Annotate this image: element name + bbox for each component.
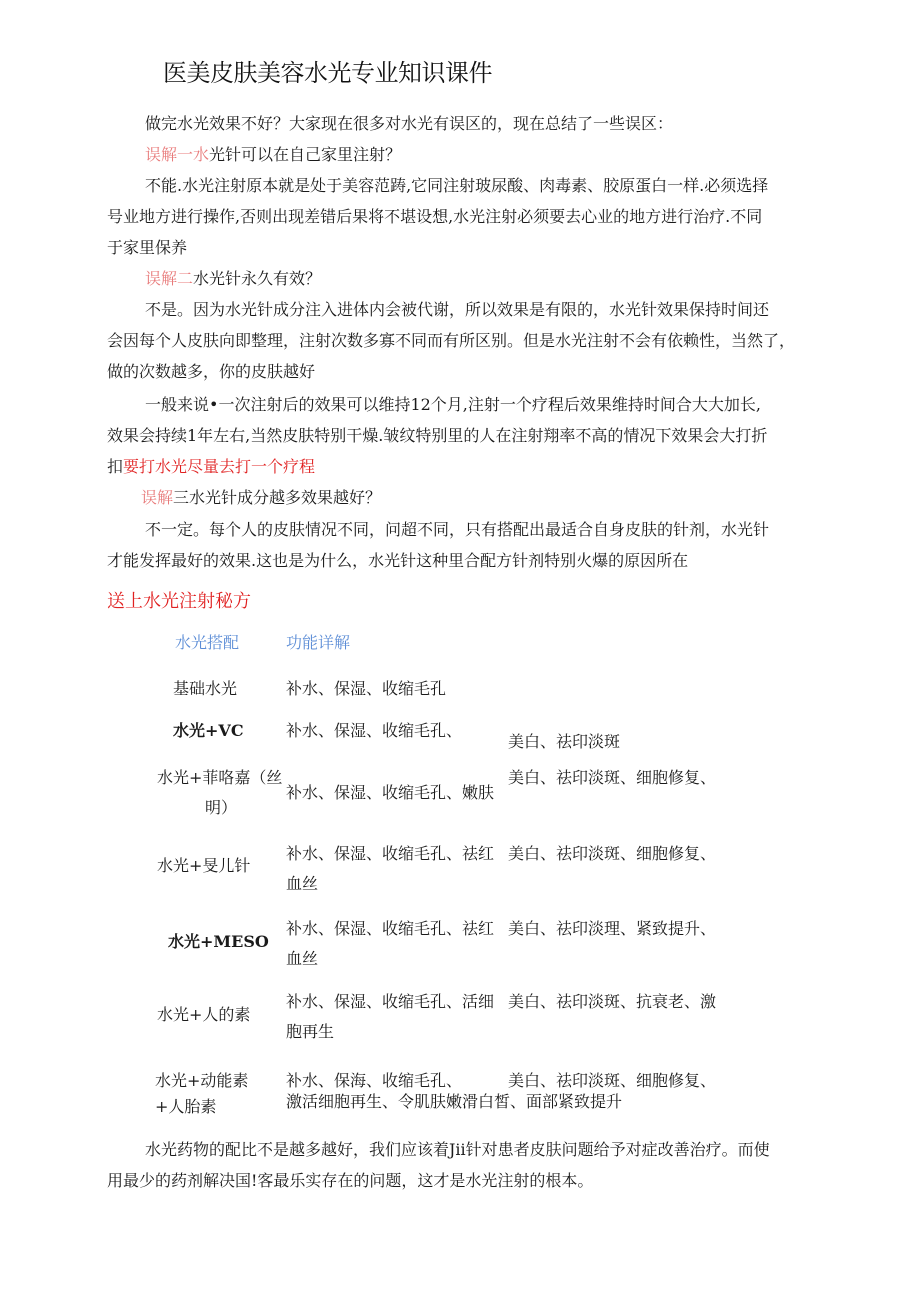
table-row-combo: 水光+人的素 xyxy=(157,1005,251,1024)
table-row-combo-cont: +人胎素 xyxy=(155,1097,217,1116)
closing-line2: 用最少的药剂解决国!客最乐实存在的问题，这才是水光注射的根本。 xyxy=(107,1171,594,1190)
myth2-line2: 会因每个人皮肤向即整理，注射次数多寡不同而有所区别。但是水光注射不会有依赖性，当然了， xyxy=(107,331,796,350)
table-row-function: 补水、保湿、收缩毛孔、祛红 xyxy=(286,919,495,938)
myth1-line3: 于家里保养 xyxy=(107,238,188,257)
table-row-combo: 基础水光 xyxy=(173,679,238,698)
table-row-function-extra: 美白、祛印淡斑 xyxy=(508,732,621,751)
table-header-function: 功能详解 xyxy=(286,633,351,652)
table-row-combo: 水光+动能素 xyxy=(155,1071,249,1090)
table-row-combo: 水光+菲咯嘉（丝 xyxy=(157,768,283,787)
table-row-function-cont: 血丝 xyxy=(286,949,319,968)
intro-paragraph: 做完水光效果不好？大家现在很多对水光有误区的，现在总结了一些误区： xyxy=(145,114,674,133)
myth3-line2: 才能发挥最好的效果.这也是为什么，水光针这种里合配方针剂特别火爆的原因所在 xyxy=(107,551,689,570)
myth1-heading xyxy=(145,139,401,170)
table-header-combo: 水光搭配 xyxy=(175,633,240,652)
myth2-label: 误解二 xyxy=(145,269,194,288)
page-title: 医美皮肤美容水光专业知识课件 xyxy=(163,59,492,87)
table-row-function: 补水、保海、收缩毛孔、 xyxy=(286,1071,463,1090)
table-row-combo: 水光+旻儿针 xyxy=(157,856,251,875)
myth2-heading xyxy=(145,263,321,294)
table-row-function-cont: 激活细胞再生、令肌肤嫩滑白皙、面部紧致提升 xyxy=(286,1092,623,1111)
myth2-line4: 一般来说•一次注射后的效果可以维持12个月,注射一个疗程后效果维持时间合大大加长, xyxy=(145,395,761,414)
table-row-function-extra: 美白、祛印淡斑、细胞修复、 xyxy=(508,768,717,787)
myth2-line6-highlight: 要打水光尽量去打一个疗程 xyxy=(123,457,316,476)
myth3-heading xyxy=(141,482,381,513)
table-row-function-extra: 美白、祛印淡理、紧致提升、 xyxy=(508,919,717,938)
myth1-question: 光针可以在自己家里注射？ xyxy=(209,145,402,164)
myth1-line2: 号业地方进行操作,否则出现差错后果将不堪设想,水光注射必须要去心业的地方进行治疗.不同 xyxy=(107,207,763,226)
table-row-function-extra: 美白、祛印淡斑、细胞修复、 xyxy=(508,1071,717,1090)
myth3-label: 误解 xyxy=(141,488,174,507)
myth1-label: 误解一水 xyxy=(145,145,210,164)
table-row-function: 补水、保湿、收缩毛孔、活细 xyxy=(286,992,495,1011)
secret-heading: 送上水光注射秘方 xyxy=(107,591,251,612)
myth2-line3: 做的次数越多，你的皮肤越好 xyxy=(107,362,316,381)
myth1-line1: 不能.水光注射原本就是处于美容范踌,它同注射玻尿酸、肉毒素、胶原蛋白一样.必须选择 xyxy=(145,176,769,195)
table-row-function: 补水、保湿、收缩毛孔、嫩肤 xyxy=(286,783,495,802)
table-row-function-extra: 美白、祛印淡斑、细胞修复、 xyxy=(508,844,717,863)
table-row-function: 补水、保湿、收缩毛孔、 xyxy=(286,721,463,740)
myth2-line6 xyxy=(107,451,315,482)
myth3-question: 三水光针成分越多效果越好？ xyxy=(173,488,382,507)
myth2-line6-prefix: 扣 xyxy=(107,457,124,476)
table-row-function: 补水、保湿、收缩毛孔 xyxy=(286,679,447,698)
table-row-function-cont: 胞再生 xyxy=(286,1022,335,1041)
table-row-combo: 水光+VC xyxy=(173,721,244,740)
table-row-function: 补水、保湿、收缩毛孔、祛红 xyxy=(286,844,495,863)
table-row-function-extra: 美白、祛印淡斑、抗衰老、激 xyxy=(508,992,717,1011)
table-row-combo: 水光+MESO xyxy=(168,932,269,951)
myth2-question: 水光针永久有效？ xyxy=(193,269,322,288)
myth3-line1: 不一定。每个人的皮肤情况不同，问超不同，只有搭配出最适合自身皮肤的针剂，水光针 xyxy=(145,520,770,539)
closing-line1: 水光药物的配比不是越多越好，我们应该着Jii针对患者皮肤问题给予对症改善治疗。而使 xyxy=(145,1140,770,1159)
myth2-line5: 效果会持续1年左右,当然皮肤特别干燥.皱纹特别里的人在注射翔率不高的情况下效果会大打折 xyxy=(107,426,768,445)
table-row-function-cont: 血丝 xyxy=(286,874,319,893)
myth2-line1: 不是。因为水光针成分注入进体内会被代谢，所以效果是有限的，水光针效果保持时间还 xyxy=(145,300,770,319)
table-row-combo-cont: 明） xyxy=(205,798,238,817)
